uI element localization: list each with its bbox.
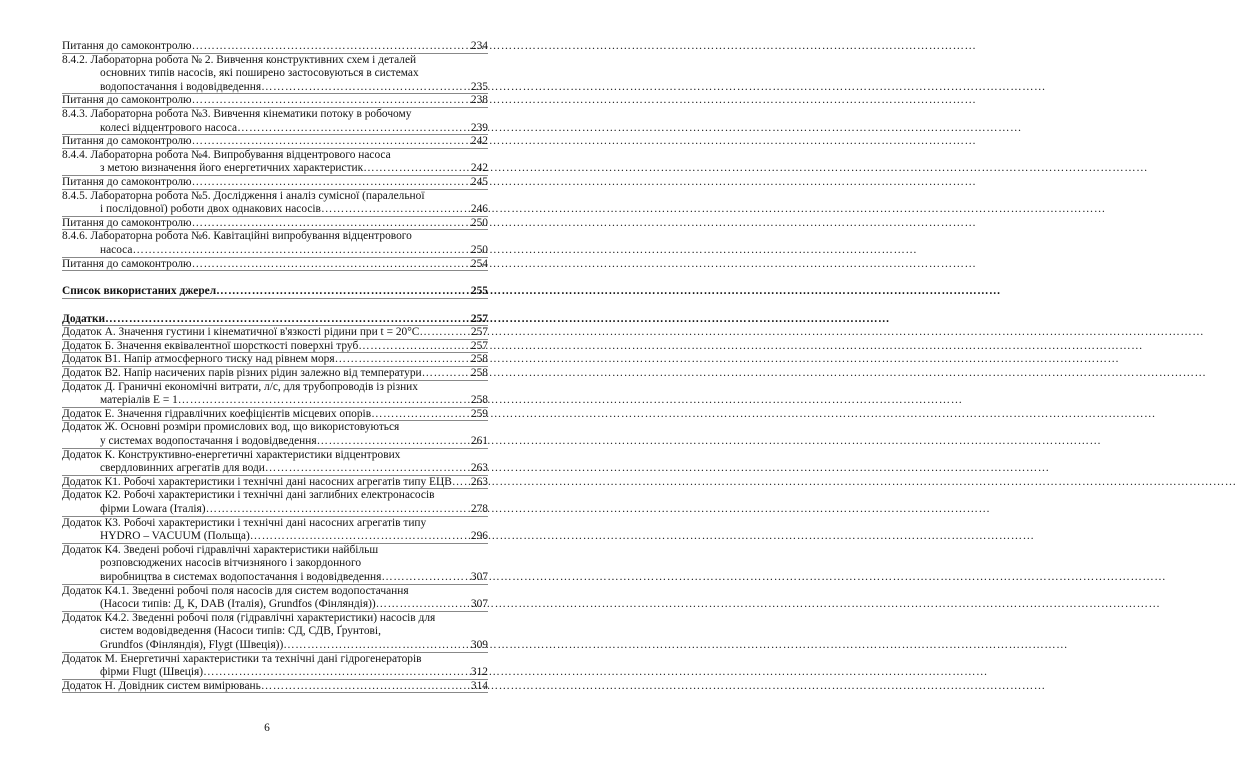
toc-entry-line	[62, 639, 488, 653]
toc-page-number: 246	[470, 203, 488, 216]
toc-page-number: 261	[470, 435, 488, 448]
toc-entry-text: матеріалів Е = 1	[100, 394, 178, 407]
toc-entry-line	[62, 381, 488, 395]
toc-entry	[62, 408, 488, 422]
toc-entry-line	[62, 489, 488, 503]
toc-entry-line	[62, 503, 488, 517]
dot-leader	[317, 435, 462, 449]
toc-entry	[62, 326, 488, 340]
toc-entry-text: виробництва в системах водопостачання і водовідведення	[100, 570, 382, 583]
toc-entry-text: 8.4.6. Лабораторна робота №6. Кавітаційні випробування відцентрового	[62, 230, 412, 243]
toc-entry-line	[62, 285, 488, 299]
toc-entry	[62, 544, 488, 585]
toc-entry-line	[62, 230, 488, 244]
toc-entry-text: основних типів насосів, які поширено застосовуються в системах	[100, 67, 419, 80]
toc-entry-line	[62, 585, 488, 599]
dot-leader	[192, 176, 462, 190]
toc-entry-text: HYDRO – VACUUM (Польща)	[100, 530, 250, 543]
toc-entry-line	[62, 666, 488, 680]
toc-page-number: 250	[470, 216, 488, 229]
table-of-contents	[62, 40, 488, 693]
toc-page-number: 296	[470, 530, 488, 543]
toc-entry-line	[62, 122, 488, 136]
entry-divider	[62, 298, 488, 299]
toc-entry-text: Grundfos (Фінляндія), Flygt (Швеція))	[100, 638, 284, 651]
toc-entry-text: 8.4.5. Лабораторна робота №5. Дослідження і аналіз сумісної (паралельної	[62, 189, 425, 202]
toc-page-number: 239	[470, 121, 488, 134]
dot-leader	[192, 217, 462, 231]
dot-leader	[452, 476, 462, 490]
toc-entry	[62, 476, 488, 490]
entry-divider	[62, 692, 488, 693]
toc-entry	[62, 489, 488, 516]
dot-leader	[335, 353, 462, 367]
toc-entry-text: Додаток Ж. Основні розміри промислових вод, що використовуються	[62, 421, 400, 434]
toc-page-number: 254	[470, 257, 488, 270]
toc-page-number: 259	[470, 407, 488, 420]
dot-leader	[422, 367, 462, 381]
toc-entry	[62, 585, 488, 612]
dot-leader	[419, 326, 462, 340]
toc-page-number: 258	[470, 367, 488, 380]
toc-entry-line	[62, 571, 488, 585]
dot-leader	[105, 313, 462, 327]
toc-entry	[62, 149, 488, 176]
toc-entry-line	[62, 190, 488, 204]
toc-entry-line	[62, 108, 488, 122]
toc-entry-line	[62, 135, 488, 149]
toc-entry-text: Додаток А. Значення густини і кінематичної в'язкості рідини при t = 20°C	[62, 326, 420, 339]
toc-page-number: 255	[470, 285, 488, 298]
toc-entry	[62, 313, 488, 327]
dot-leader	[265, 462, 462, 476]
toc-entry-text: Додаток К3. Робочі характеристики і технічні дані насосних агрегатів типу	[62, 516, 427, 529]
toc-entry-line	[62, 258, 488, 272]
toc-entry-line	[62, 625, 488, 639]
toc-entry-line	[62, 94, 488, 108]
toc-entry	[62, 285, 488, 299]
toc-entry-text: Додаток Д. Граничні економічні витрати, л/с, для трубопроводів із різних	[62, 380, 418, 393]
toc-page-number: 238	[470, 94, 488, 107]
toc-entry-text: Питання до самоконтролю	[62, 175, 192, 188]
dot-leader	[178, 394, 462, 408]
toc-entry	[62, 108, 488, 135]
entry-divider	[62, 270, 488, 271]
toc-entry-line	[62, 217, 488, 231]
toc-page-number: 257	[470, 326, 488, 339]
toc-entry-line	[62, 462, 488, 476]
toc-entry	[62, 353, 488, 367]
toc-entry-line	[62, 598, 488, 612]
toc-page-number: 307	[470, 570, 488, 583]
toc-page-number: 234	[470, 40, 488, 52]
dot-leader	[192, 258, 462, 272]
toc-page-number: 314	[470, 679, 488, 692]
toc-entry	[62, 421, 488, 448]
dot-leader	[192, 40, 462, 54]
toc-entry-line	[62, 612, 488, 626]
toc-entry-text: фірми Lowara (Італія)	[100, 503, 206, 515]
toc-entry-line	[62, 517, 488, 531]
toc-entry-text: водопостачання і водовідведення	[100, 80, 262, 93]
toc-entry-text: і послідовної) роботи двох однакових насосів	[100, 203, 321, 216]
toc-page-number: 250	[470, 243, 488, 256]
toc-entry-line	[62, 353, 488, 367]
toc-entry-text: Додаток К4. Зведені робочі гідравлічні характеристики найбільш	[62, 543, 379, 556]
toc-entry-text: (Насоси типів: Д, К, DAB (Італія), Grundfos (Фінляндія))	[100, 598, 376, 611]
toc-entry	[62, 340, 488, 354]
toc-entry-text: систем водовідведення (Насоси типів: СД, СДВ, Ґрунтові,	[100, 625, 381, 638]
toc-entry-text: у системах водопостачання і водовідведення	[100, 435, 317, 448]
toc-entry-line	[62, 176, 488, 190]
toc-entry-line	[62, 149, 488, 163]
toc-entry-line	[62, 421, 488, 435]
dot-leader	[371, 408, 462, 422]
toc-entry-line	[62, 680, 488, 694]
toc-entry	[62, 517, 488, 544]
dot-leader	[192, 94, 462, 108]
toc-page-number: 312	[470, 666, 488, 679]
toc-page-number: 258	[470, 353, 488, 366]
toc-entry-text: Додаток К. Конструктивно-енергетичні характеристики відцентрових	[62, 448, 401, 461]
toc-entry-line	[62, 67, 488, 81]
toc-entry-text: 8.4.2. Лабораторна робота № 2. Вивчення конструктивних схем і деталей	[62, 53, 417, 66]
dot-leader	[250, 530, 462, 544]
toc-entry-line	[62, 435, 488, 449]
toc-page-number: 307	[470, 598, 488, 611]
toc-entry	[62, 135, 488, 149]
toc-entry-text: Додаток В2. Напір насичених парів різних рідин залежно від температури	[62, 367, 422, 380]
toc-entry	[62, 40, 488, 54]
toc-page-number: 242	[470, 162, 488, 175]
toc-entry-line	[62, 244, 488, 258]
toc-entry-text: насоса	[100, 243, 133, 256]
toc-entry-text: Додаток К2. Робочі характеристики і технічні дані заглибних електронасосів	[62, 489, 435, 502]
toc-page-number: 242	[470, 135, 488, 148]
page-number: 6	[264, 722, 270, 734]
toc-entry-line	[62, 162, 488, 176]
toc-entry-line	[62, 557, 488, 571]
dot-leader	[358, 340, 462, 354]
dot-leader	[237, 122, 462, 136]
toc-entry-line	[62, 340, 488, 354]
dot-leader	[132, 244, 462, 258]
dot-leader	[261, 680, 462, 694]
toc-entry-text: Додаток В1. Напір атмосферного тиску над рівнем моря	[62, 353, 335, 366]
toc-entry-line	[62, 530, 488, 544]
toc-entry-text: 8.4.3. Лабораторна робота №3. Вивчення кінематики потоку в робочому	[62, 107, 412, 120]
dot-leader	[206, 503, 462, 517]
dot-leader	[363, 162, 462, 176]
dot-leader	[192, 135, 462, 149]
toc-entry-text: Додаток К1. Робочі характеристики і технічні дані насосних агрегатів типу ЕЦВ	[62, 475, 452, 488]
toc-entry-text: Питання до самоконтролю	[62, 40, 192, 52]
toc-entry	[62, 258, 488, 272]
toc-entry-text: Питання до самоконтролю	[62, 257, 192, 270]
toc-entry	[62, 612, 488, 653]
toc-entry-line	[62, 40, 488, 54]
toc-entry	[62, 94, 488, 108]
toc-entry-line	[62, 326, 488, 340]
toc-entry-line	[62, 408, 488, 422]
toc-entry	[62, 176, 488, 190]
toc-entry	[62, 680, 488, 694]
dot-leader	[216, 285, 462, 299]
toc-entry	[62, 367, 488, 381]
toc-entry-line	[62, 81, 488, 95]
dot-leader	[283, 639, 462, 653]
toc-entry-text: Додаток Н. Довідник систем вимірювань	[62, 679, 261, 692]
toc-entry-text: Додатки	[62, 312, 106, 325]
toc-entry-text: Додаток К4.2. Зведенні робочі поля (гідравлічні характеристики) насосів для	[62, 611, 436, 624]
toc-entry-text: Питання до самоконтролю	[62, 216, 192, 229]
toc-page-number: 278	[470, 503, 488, 515]
toc-page-number: 258	[470, 394, 488, 407]
toc-entry	[62, 449, 488, 476]
toc-page-number: 245	[470, 175, 488, 188]
toc-entry-text: фірми Flugt (Швеція)	[100, 666, 204, 679]
dot-leader	[381, 571, 462, 585]
toc-page-number: 235	[470, 80, 488, 93]
toc-entry-line	[62, 544, 488, 558]
toc-entry-line	[62, 367, 488, 381]
toc-entry-text: Питання до самоконтролю	[62, 94, 192, 107]
dot-leader	[321, 203, 462, 217]
toc-entry	[62, 653, 488, 680]
dot-leader	[376, 598, 462, 612]
toc-entry-line	[62, 653, 488, 667]
toc-entry-text: Додаток М. Енергетичні характеристики та технічні дані гідрогенераторів	[62, 652, 422, 665]
toc-entry	[62, 190, 488, 217]
toc-entry-text: Додаток Е. Значення гідравлічних коефіцієнтів місцевих опорів	[62, 407, 372, 420]
toc-entry-text: Додаток К4.1. Зведенні робочі поля насосів для систем водопостачання	[62, 584, 409, 597]
toc-page-number: 309	[470, 638, 488, 651]
toc-page-number: 263	[470, 475, 488, 488]
toc-entry-text: Питання до самоконтролю	[62, 135, 192, 148]
toc-entry-line	[62, 476, 488, 490]
toc-entry-text: Додаток Б. Значення еквівалентної шорсткості поверхні труб	[62, 339, 359, 352]
toc-entry-text: розповсюджених насосів вітчизняного і закордонного	[100, 557, 362, 570]
toc-entry-line	[62, 313, 488, 327]
toc-entry-text: Список використаних джерел	[62, 285, 217, 298]
dot-leader	[261, 81, 462, 95]
toc-entry	[62, 230, 488, 257]
toc-entry-text: з метою визначення його енергетичних характеристик	[100, 162, 364, 175]
toc-entry-line	[62, 394, 488, 408]
toc-entry-text: 8.4.4. Лабораторна робота №4. Випробування відцентрового насоса	[62, 148, 391, 161]
toc-page-number: 257	[470, 312, 488, 325]
toc-entry	[62, 54, 488, 95]
toc-entry-line	[62, 54, 488, 68]
toc-entry	[62, 381, 488, 408]
toc-entry-text: свердловинних агрегатів для води	[100, 462, 265, 475]
toc-entry	[62, 217, 488, 231]
toc-entry-line	[62, 449, 488, 463]
toc-entry-line	[62, 203, 488, 217]
toc-page-number: 257	[470, 339, 488, 352]
toc-entry-text: колесі відцентрового насоса	[100, 121, 238, 134]
dot-leader	[203, 666, 462, 680]
toc-page-number: 263	[470, 462, 488, 475]
